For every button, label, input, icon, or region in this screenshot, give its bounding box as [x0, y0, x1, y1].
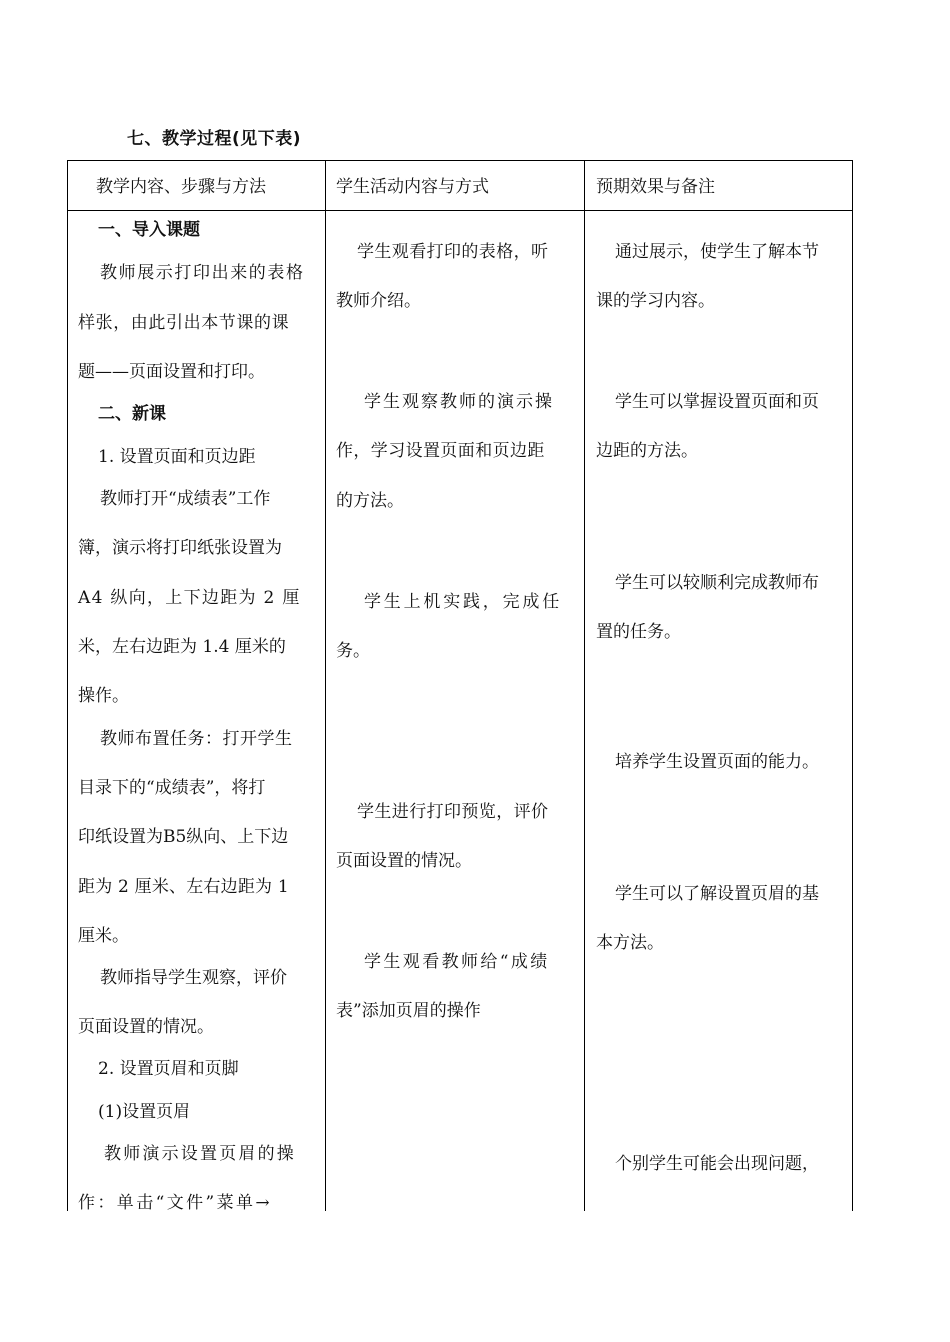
section-title: 七、教学过程(见下表)	[127, 129, 302, 149]
text-line: 样张，由此引出本节课的课	[78, 313, 290, 333]
text-line: 学生进行打印预览，评价	[357, 802, 549, 822]
text-line: 目录下的“成绩表”，将打	[78, 778, 266, 798]
text-line: 个别学生可能会出现问题，	[615, 1154, 819, 1174]
text-line: 学生可以掌握设置页面和页	[615, 392, 819, 412]
column-divider-2	[584, 160, 585, 1211]
text-line: 印纸设置为B5纵向、上下边	[78, 827, 289, 847]
text-line: 教师展示打印出来的表格	[100, 263, 305, 283]
text-line: 题——页面设置和打印。	[78, 362, 265, 382]
subheading-header-footer: 2. 设置页眉和页脚	[98, 1059, 239, 1079]
text-line: 学生观看教师给“成绩	[364, 952, 550, 972]
text-line: 厘米。	[78, 926, 129, 946]
header-teaching-content: 教学内容、步骤与方法	[96, 177, 266, 197]
heading-new-lesson: 二、新课	[98, 404, 166, 424]
text-line: 操作。	[78, 686, 129, 706]
heading-intro: 一、导入课题	[98, 220, 200, 240]
text-line: 的方法。	[336, 491, 404, 511]
text-line: 作，学习设置页面和页边距	[336, 441, 545, 461]
text-line: A4 纵向，上下边距为 2 厘	[78, 588, 301, 608]
text-line: 教师布置任务：打开学生	[100, 729, 293, 749]
table-top-border	[67, 160, 853, 161]
text-line: 务。	[336, 641, 370, 661]
text-line: 距为 2 厘米、左右边距为 1	[78, 877, 289, 897]
column-divider-1	[325, 160, 326, 1211]
text-line: 教师介绍。	[336, 291, 421, 311]
text-line: 页面设置的情况。	[78, 1017, 214, 1037]
text-line: 边距的方法。	[596, 441, 698, 461]
text-line: 表”添加页眉的操作	[336, 1001, 481, 1021]
header-bottom-border	[67, 210, 853, 211]
text-line: 通过展示，使学生了解本节	[615, 242, 819, 262]
text-line: 学生上机实践，完成任	[364, 592, 562, 612]
subheading-set-header: (1)设置页眉	[98, 1102, 191, 1122]
text-line: 簿，演示将打印纸张设置为	[78, 538, 282, 558]
subheading-page-margins: 1. 设置页面和页边距	[98, 447, 256, 467]
text-line: 教师打开“成绩表”工作	[100, 489, 271, 509]
table-left-border	[67, 160, 68, 1211]
table-right-border	[852, 160, 853, 1211]
text-line: 置的任务。	[596, 622, 681, 642]
header-expected-effect: 预期效果与备注	[596, 177, 715, 197]
text-line: 页面设置的情况。	[336, 851, 472, 871]
text-line: 学生观察教师的演示操	[364, 392, 554, 412]
text-line: 教师指导学生观察，评价	[100, 968, 287, 988]
text-line: 米，左右边距为 1.4 厘米的	[78, 637, 286, 657]
text-line: 课的学习内容。	[596, 291, 715, 311]
text-line: 作：单击“文件”菜单→	[78, 1193, 273, 1213]
text-line: 学生可以较顺利完成教师布	[615, 573, 819, 593]
text-line: 培养学生设置页面的能力。	[615, 752, 819, 772]
text-line: 本方法。	[596, 933, 664, 953]
text-line: 学生观看打印的表格，听	[357, 242, 549, 262]
header-student-activity: 学生活动内容与方式	[336, 177, 489, 197]
text-line: 学生可以了解设置页眉的基	[615, 884, 819, 904]
text-line: 教师演示设置页眉的操	[104, 1144, 296, 1164]
